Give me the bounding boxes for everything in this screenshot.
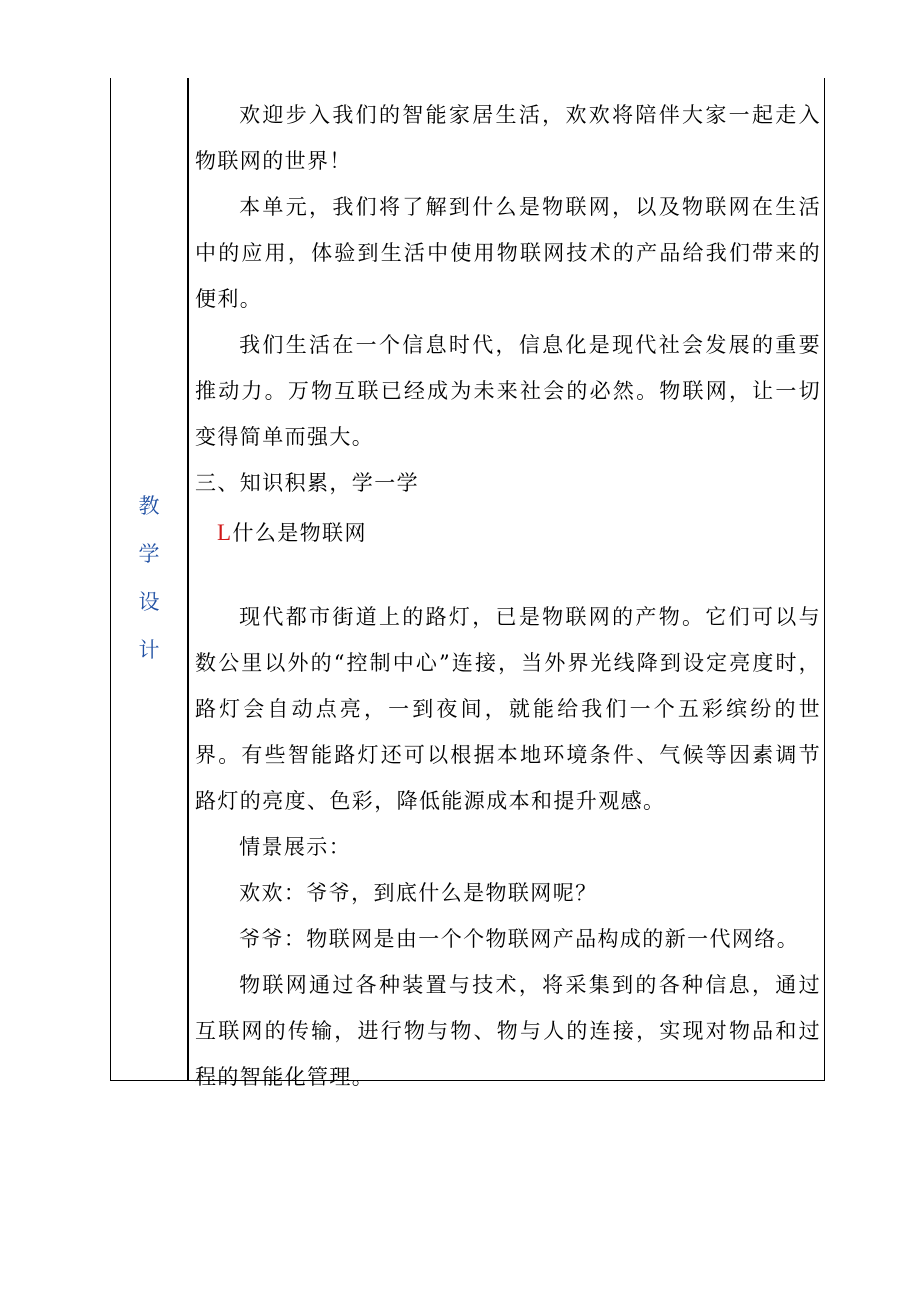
subheading <box>195 510 821 556</box>
side-label-char: 设 <box>138 590 160 614</box>
side-label-char: 学 <box>138 542 160 566</box>
scenario-label: 情景展示： <box>239 835 352 859</box>
street-lamp-paragraph: 现代都市街道上的路灯，已是物联网的产物。它们可以与数公里以外的“控制中心”连接，当外界光线降到设定亮度时，路灯会自动点亮，一到夜间，就能给我们一个五彩缤纷的世界。有些智能路灯还可以根据本地环境条件、气候等因素调节路灯的亮度、色彩，降低能源成本和提升观感。 <box>195 605 821 813</box>
side-label-char: 教 <box>138 494 160 518</box>
intro-paragraph: 欢迎步入我们的智能家居生活，欢欢将陪伴大家一起走入物联网的世界！ <box>195 103 821 173</box>
dialogue-grandpa: 爷爷：物联网是由一个个物联网产品构成的新一代网络。 <box>239 927 800 951</box>
unit-paragraph: 本单元，我们将了解到什么是物联网，以及物联网在生活中的应用，体验到生活中使用物联网技术的产品给我们带来的便利。 <box>195 195 821 311</box>
list-marker: L <box>217 520 233 545</box>
side-label-char: 计 <box>138 638 160 662</box>
subheading-text: 什么是物联网 <box>232 521 367 545</box>
dialogue-huanhuan: 欢欢：爷爷，到底什么是物联网呢？ <box>239 881 598 905</box>
spacer <box>195 556 821 594</box>
section-heading: 三、知识积累，学一学 <box>195 471 419 495</box>
side-label-teaching-design <box>111 482 187 674</box>
lesson-table <box>110 78 825 1089</box>
content-cell <box>195 92 821 1100</box>
information-age-paragraph: 我们生活在一个信息时代，信息化是现代社会发展的重要推动力。万物互联已经成为未来社会的必然。物联网，让一切变得简单而强大。 <box>195 333 821 449</box>
column-divider <box>187 78 189 1080</box>
iot-definition-paragraph: 物联网通过各种装置与技术，将采集到的各种信息，通过互联网的传输，进行物与物、物与人的连接，实现对物品和过程的智能化管理。 <box>195 973 821 1089</box>
